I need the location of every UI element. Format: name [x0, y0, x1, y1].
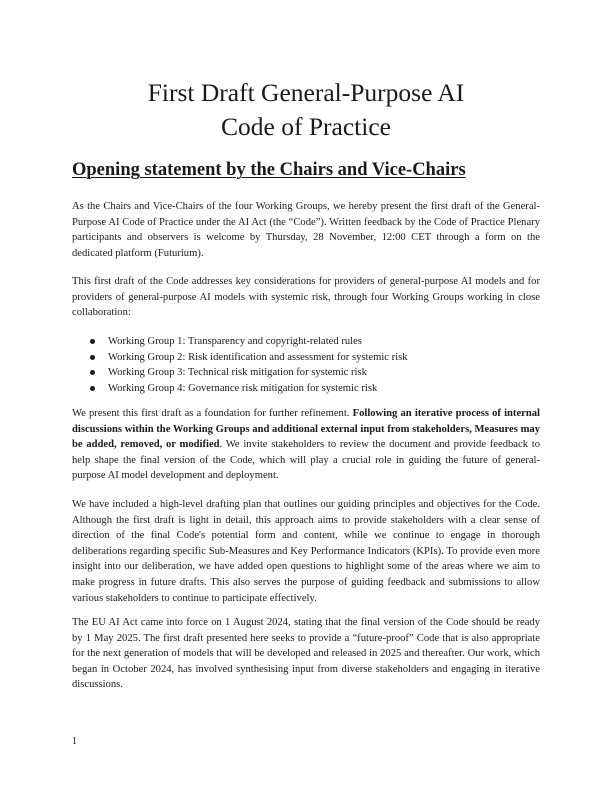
list-item: Working Group 3: Technical risk mitigation for systemic risk [72, 365, 540, 381]
paragraph-2: This first draft of the Code addresses key considerations for providers of general-purpose AI models and for providers of general-purpose AI models with systemic risk, through four Working Groups working in close collaboration: [72, 276, 540, 319]
paragraph-5: The EU AI Act came into force on 1 August 2024, stating that the final version of the Code should be ready by 1 May 2025. The first draft presented here seeks to provide a “future-proof” Code that is also appropriate for the next generation of models that will be developed and released in 2025 and thereafter. Our work, which began in October 2024, has involved synthesising input from diverse stakeholders and engaging in iterative discussions. [72, 617, 540, 691]
working-groups-list [72, 334, 540, 396]
paragraph-1: As the Chairs and Vice-Chairs of the four Working Groups, we hereby present the first draft of the General-Purpose AI Code of Practice under the AI Act (the “Code”). Written feedback by the Code of Practice Plenary participants and observers is welcome by Thursday, 28 November, 12:00 CET through a form on the dedicated platform (Futurium). [72, 201, 540, 259]
list-item: Working Group 1: Transparency and copyright-related rules [72, 334, 540, 350]
paragraph-3-lead: We present this first draft as a foundation for further refinement. [72, 408, 353, 419]
title-line-1: First Draft General-Purpose AI [147, 78, 465, 107]
bullet-icon [90, 339, 95, 344]
paragraph-4: We have included a high-level drafting plan that outlines our guiding principles and objectives for the Code. Although the first draft is light in detail, this approach aims to provide stakeholders with a clear sense of direction of the final Code's potential form and content, while we continue to engage in thorough deliberations regarding specific Sub-Measures and Key Performance Indicators (KPIs). To provide even more insight into our deliberation, we have added open questions to highlight some of the areas where we aim to make progress in future drafts. This also serves the purpose of guiding feedback and submissions to allow various stakeholders to continue to participate effectively. [72, 499, 540, 604]
paragraph-3 [72, 406, 540, 484]
bullet-icon [90, 386, 95, 391]
document-title [72, 76, 540, 144]
paragraph-3-tail: . We invite stakeholders to review the document and provide feedback to help shape the final version of the Code, which will play a crucial role in guiding the future of general-purpose AI model development and deployment. [72, 439, 540, 482]
list-item: Working Group 2: Risk identification and assessment for systemic risk [72, 350, 540, 366]
list-item: Working Group 4: Governance risk mitigation for systemic risk [72, 381, 540, 397]
bullet-icon [90, 370, 95, 375]
title-line-2: Code of Practice [221, 112, 391, 141]
page-number: 1 [72, 736, 77, 747]
paragraph-3-emphasis: Following an iterative process of internal discussions within the Working Groups and additional external input from stakeholders, Measures may be added, removed, or modified [72, 408, 540, 451]
bullet-icon [90, 355, 95, 360]
section-heading: Opening statement by the Chairs and Vice-Chairs [72, 160, 466, 180]
